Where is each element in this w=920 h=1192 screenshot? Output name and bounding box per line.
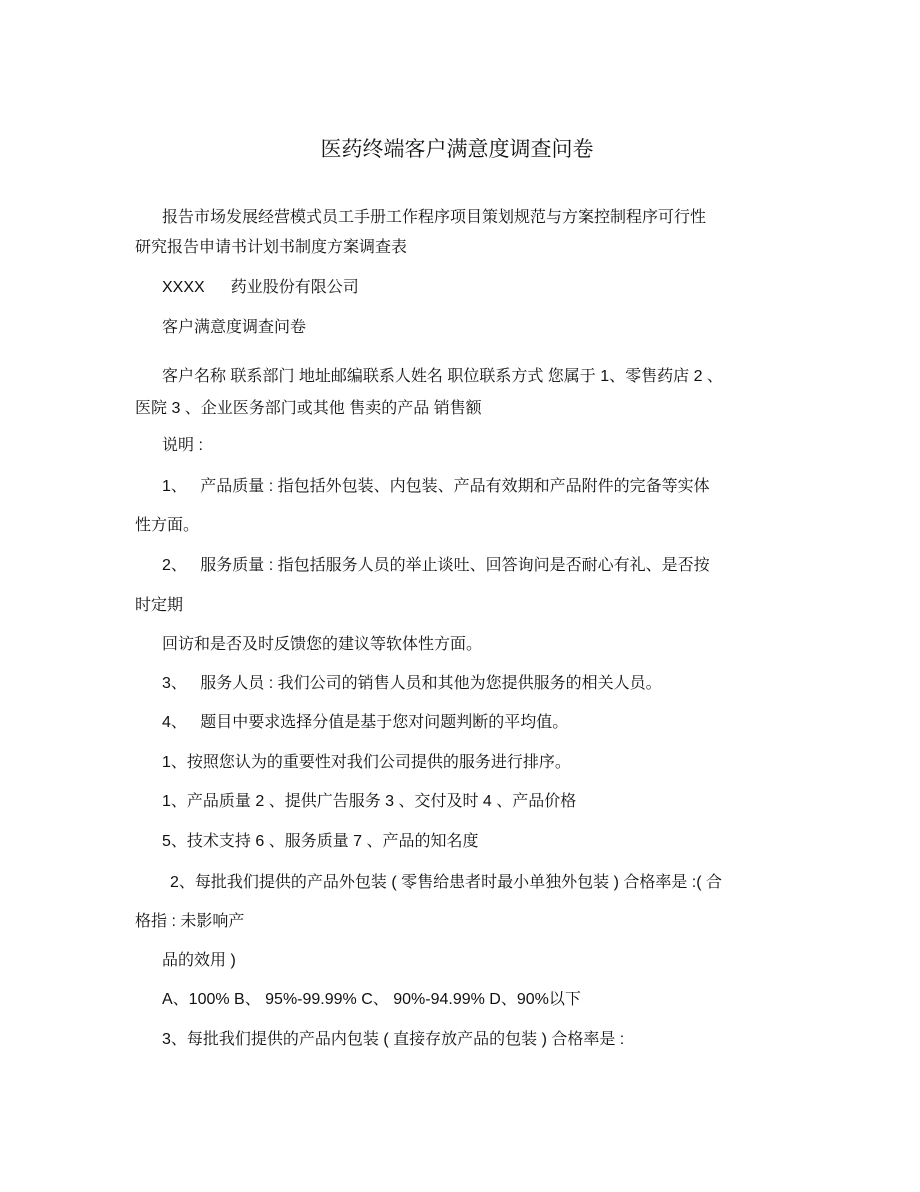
subtitle: 客户满意度调查问卷 [162, 319, 307, 336]
question-2: 2、每批我们提供的产品外包装 ( 零售给患者时最小单独外包装 ) 合格率是 :( 合 [170, 874, 723, 891]
note-text: 服务质量 : 指包括服务人员的举止谈吐、回答询问是否耐心有礼、是否按 [200, 557, 710, 574]
question-1-options-1: 1、产品质量 2 、提供广告服务 3 、交付及时 4 、产品价格 [162, 793, 577, 810]
customer-info-line-1: 客户名称 联系部门 地址邮编联系人姓名 职位联系方式 您属于 1、零售药店 2 、 [162, 368, 723, 385]
note-4 [162, 713, 568, 733]
note-num: 3、 [162, 675, 187, 692]
note-text: 产品质量 : 指包括外包装、内包装、产品有效期和产品附件的完备等实体 [200, 478, 710, 495]
note-2 [162, 556, 710, 576]
intro-line-1: 报告市场发展经营模式员工手册工作程序项目策划规范与方案控制程序可行性 [162, 209, 707, 226]
note-2-cont2: 回访和是否及时反馈您的建议等软体性方面。 [162, 636, 483, 653]
note-1-cont: 性方面。 [135, 517, 200, 534]
question-2-cont: 格指 : 未影响产 [135, 913, 245, 930]
note-text: 题目中要求选择分值是基于您对问题判断的平均值。 [200, 714, 569, 731]
company-code: XXXX [162, 279, 205, 296]
question-2-options: A、100% B、 95%-99.99% C、 90%-94.99% D、90%以下 [162, 991, 581, 1008]
note-num: 2、 [162, 557, 187, 574]
document-title: 医药终端客户满意度调查问卷 [320, 138, 594, 161]
note-num: 1、 [162, 478, 187, 495]
intro-line-2: 研究报告申请书计划书制度方案调查表 [135, 239, 408, 256]
question-1-options-2: 5、技术支持 6 、服务质量 7 、产品的知名度 [162, 833, 479, 850]
note-num: 4、 [162, 714, 187, 731]
customer-info-line-2: 医院 3 、企业医务部门或其他 售卖的产品 销售额 [135, 400, 482, 417]
notes-label: 说明 : [162, 437, 203, 454]
note-text: 服务人员 : 我们公司的销售人员和其他为您提供服务的相关人员。 [200, 675, 662, 692]
note-1 [162, 477, 710, 497]
question-3: 3、每批我们提供的产品内包装 ( 直接存放产品的包装 ) 合格率是 : [162, 1031, 625, 1048]
company-name: 药业股份有限公司 [230, 279, 359, 296]
question-1: 1、按照您认为的重要性对我们公司提供的服务进行排序。 [162, 754, 571, 771]
note-2-cont: 时定期 [135, 597, 184, 614]
company-line [162, 278, 359, 298]
question-2-cont2: 品的效用 ) [162, 952, 236, 969]
note-3 [162, 674, 662, 694]
